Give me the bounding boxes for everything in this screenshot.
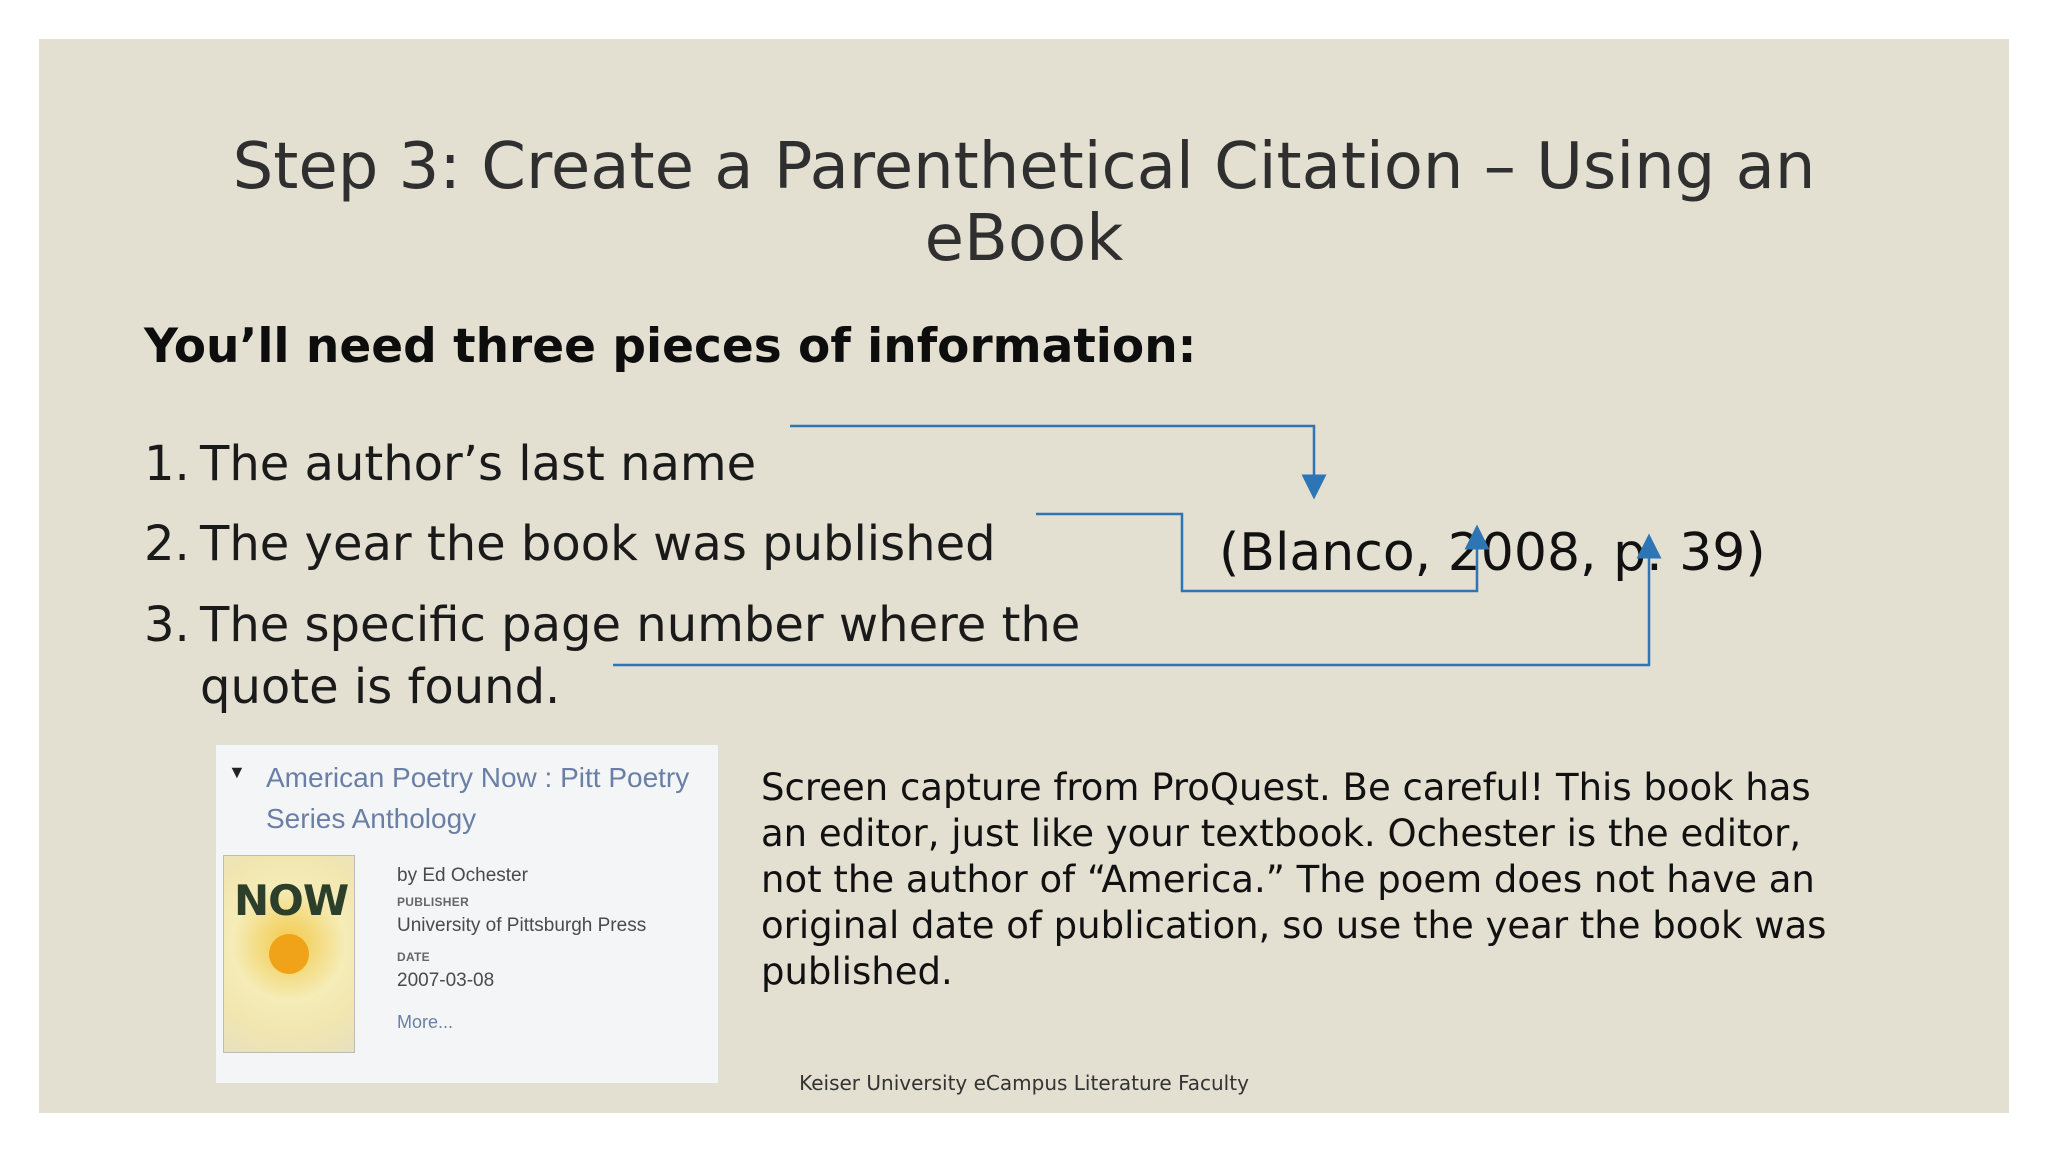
list-item-page-continuation: quote is found. — [200, 659, 561, 715]
list-text: The author’s last name — [200, 436, 757, 492]
author-arrow — [790, 426, 1314, 487]
list-number: 2. — [144, 516, 190, 572]
title-line-2: eBook — [924, 202, 1124, 276]
slide — [39, 39, 2009, 1113]
list-text: The year the book was published — [200, 516, 996, 572]
title-line-1: Step 3: Create a Parenthetical Citation – Using an — [232, 130, 1816, 204]
cover-text: NOW — [234, 876, 349, 925]
citation-example: (Blanco, 2008, p. 39) — [1219, 523, 1766, 583]
list-text: The specific page number where the — [200, 597, 1081, 653]
proquest-screenshot — [216, 745, 718, 1083]
page-arrow — [613, 546, 1649, 665]
subtitle: You’ll need three pieces of information: — [144, 319, 1197, 374]
list-number: 3. — [144, 597, 190, 653]
list-number: 1. — [144, 436, 190, 492]
caption-note: Screen capture from ProQuest. Be careful! This book has an editor, just like your textbook. Ochester is the editor, not the author of “America.” The poem does not have an original date of publication, so use the year the book was published. — [761, 766, 1827, 993]
book-cover-image — [223, 855, 355, 1053]
date-value: 2007-03-08 — [397, 970, 495, 991]
cover-sun — [269, 934, 309, 974]
publisher-label: PUBLISHER — [397, 895, 470, 909]
collapse-triangle-icon: ▼ — [228, 762, 246, 782]
more-link: More... — [397, 1012, 454, 1032]
book-author: by Ed Ochester — [397, 865, 528, 886]
publisher-value: University of Pittsburgh Press — [397, 915, 647, 936]
year-arrow — [1036, 514, 1477, 591]
footer-text: Keiser University eCampus Literature Faculty — [799, 1071, 1249, 1095]
book-title-link: American Poetry Now : Pitt Poetry Series Anthology — [266, 762, 690, 834]
date-label: DATE — [397, 950, 430, 964]
